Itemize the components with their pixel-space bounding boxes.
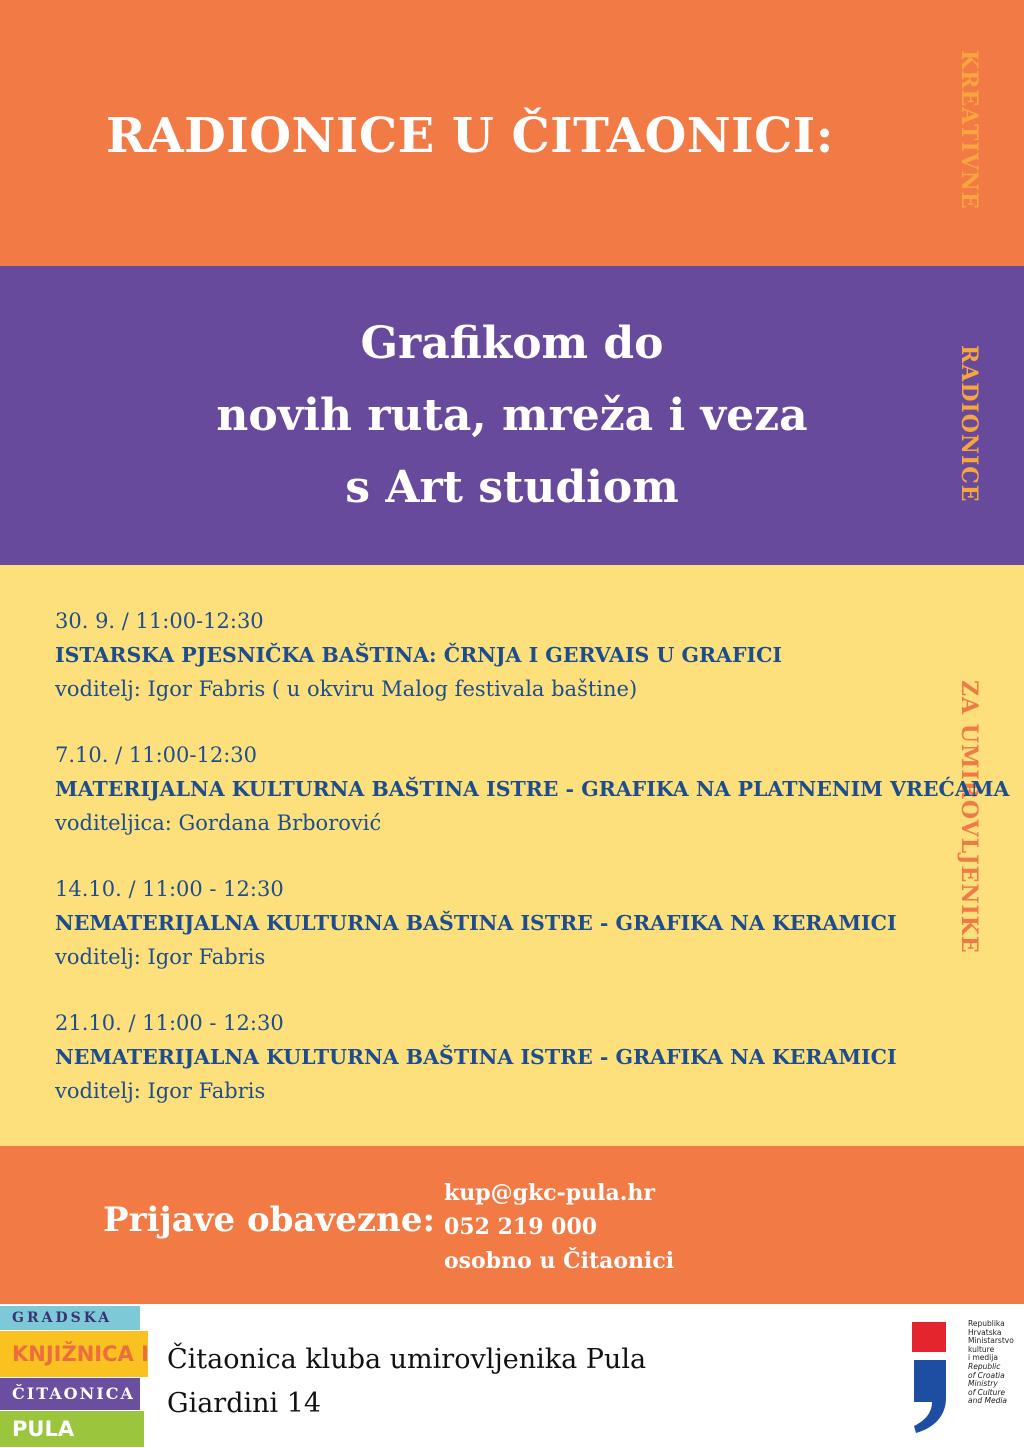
subtitle-line: Grafikom do <box>360 318 664 369</box>
ministry-line: Hrvatska <box>968 1327 1002 1337</box>
signup-label: Prijave obavezne: <box>103 1200 436 1240</box>
signup-contacts <box>444 1176 674 1278</box>
page-title: RADIONICE U ČITAONICI: <box>106 108 834 164</box>
event-title: MATERIJALNA KULTURNA BAŠTINA ISTRE - GRAFIKA NA PLATNENIM VREĆAMA <box>55 777 1010 801</box>
workshop-subtitle <box>0 308 1024 524</box>
subtitle-line: novih ruta, mreža i veza <box>216 390 808 441</box>
ministry-line: Ministry <box>968 1379 998 1389</box>
event-date: 14.10. / 11:00 - 12:30 <box>55 877 284 901</box>
signup-phone[interactable]: 052 219 000 <box>444 1214 598 1240</box>
ministry-logo-blue-mark-icon <box>912 1358 948 1434</box>
ministry-logo-red-square <box>912 1322 946 1352</box>
side-label-radionice: RADIONICE <box>956 345 982 503</box>
ministry-line: kulture <box>968 1344 995 1354</box>
library-logo-line-2: KNJIŽNICA I <box>0 1331 148 1377</box>
side-label-kreativne: KREATIVNE <box>956 50 982 210</box>
venue-address: Giardini 14 <box>167 1388 322 1419</box>
event-item <box>55 872 955 974</box>
venue-info <box>167 1338 646 1426</box>
event-item <box>55 738 1010 840</box>
event-leader: voditelj: Igor Fabris ( u okviru Malog festivala baštine) <box>55 677 638 701</box>
event-date: 21.10. / 11:00 - 12:30 <box>55 1011 284 1035</box>
event-item <box>55 1006 955 1108</box>
ministry-logo-text <box>968 1320 1014 1406</box>
ministry-line: i medija <box>968 1353 998 1363</box>
ministry-line: Republic <box>968 1361 1001 1371</box>
signup-in-person: osobno u Čitaonici <box>444 1248 675 1274</box>
ministry-line: Republika <box>968 1319 1005 1328</box>
ministry-line: and Media <box>968 1396 1008 1406</box>
event-date: 30. 9. / 11:00-12:30 <box>55 609 264 633</box>
event-title: NEMATERIJALNA KULTURNA BAŠTINA ISTRE - GRAFIKA NA KERAMICI <box>55 1045 897 1069</box>
ministry-line: Ministarstvo <box>968 1336 1014 1346</box>
library-logo-line-4: PULA <box>0 1411 144 1447</box>
signup-email[interactable]: kup@gkc-pula.hr <box>444 1180 656 1206</box>
library-logo-line-1: GRADSKA <box>0 1306 140 1330</box>
event-title: ISTARSKA PJESNIČKA BAŠTINA: ČRNJA I GERVAIS U GRAFICI <box>55 643 783 667</box>
event-date: 7.10. / 11:00-12:30 <box>55 743 257 767</box>
ministry-line: of Culture <box>968 1387 1006 1397</box>
event-leader: voditeljica: Gordana Brborović <box>55 811 382 835</box>
venue-name: Čitaonica kluba umirovljenika Pula <box>167 1344 647 1375</box>
event-item <box>55 604 955 706</box>
library-logo-line-3: ČITAONICA <box>0 1378 140 1410</box>
subtitle-line: s Art studiom <box>345 462 679 513</box>
event-leader: voditelj: Igor Fabris <box>55 945 266 969</box>
side-label-za-umirovljenike: ZA UMIROVLJENIKE <box>956 680 982 954</box>
ministry-line: of Croatia <box>968 1370 1005 1380</box>
event-leader: voditelj: Igor Fabris <box>55 1079 266 1103</box>
event-title: NEMATERIJALNA KULTURNA BAŠTINA ISTRE - GRAFIKA NA KERAMICI <box>55 911 897 935</box>
